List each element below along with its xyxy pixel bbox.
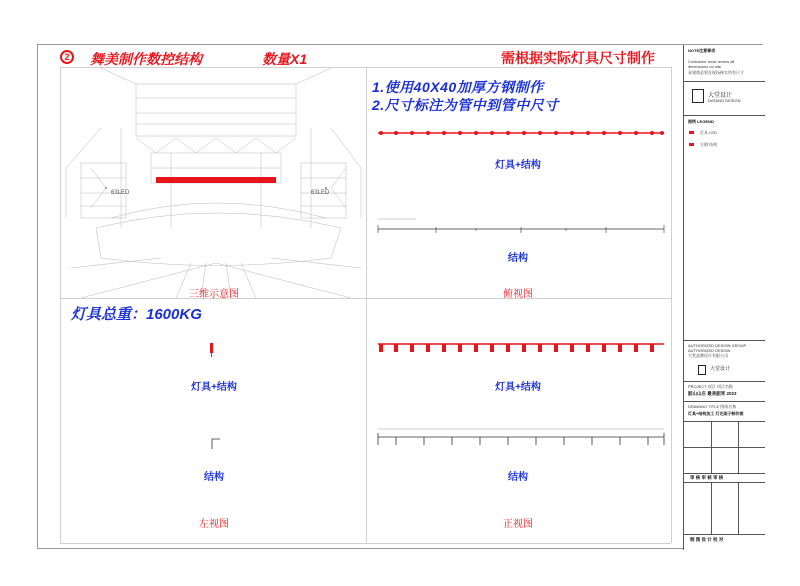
tb-drawing-header: DRAWING TITLE 图纸名称 bbox=[688, 404, 737, 409]
note-line-1: 1.使用40X40加厚方钢制作 bbox=[372, 79, 544, 95]
perspective-stage-drawing bbox=[61, 68, 366, 298]
drawing-area bbox=[38, 45, 683, 550]
tb-auth-line3: 大堂品牌设计有限公司 bbox=[688, 353, 728, 358]
front-view-structure-label: 结构 bbox=[508, 472, 528, 483]
tb-auth-line1: AUTHORIZED DESIGN GROUP bbox=[688, 343, 747, 348]
company-name-en: DATANG DESIGN bbox=[708, 98, 741, 103]
top-view-structure bbox=[376, 215, 666, 239]
tb-legend-header: 图例 LEGEND bbox=[688, 119, 714, 124]
left-view-caption: 左视图 bbox=[199, 519, 229, 530]
left-view-fixture-label: 灯具+结构 bbox=[191, 382, 237, 393]
top-view-fixture-bar bbox=[376, 127, 666, 139]
company-logo-icon bbox=[692, 89, 704, 103]
drawing-sheet bbox=[37, 44, 763, 549]
svg-text:63LED: 63LED bbox=[111, 190, 130, 196]
tb-note-line3: 承建商必须在现场核实所有尺寸 bbox=[688, 70, 744, 75]
tb-project-name: 韶山山庄 最美韶宵 2023 bbox=[688, 391, 737, 396]
tb-note-line1: Contractor must review all bbox=[688, 59, 735, 64]
title-block bbox=[683, 45, 764, 550]
bottom-frame-line bbox=[60, 543, 671, 544]
tb-drawing-name: 灯具+结构加工 灯光架子制作图 bbox=[688, 411, 744, 416]
section-number-badge: 2 bbox=[60, 50, 74, 64]
company-name-cn-small: 大堂设计 bbox=[710, 366, 731, 372]
note-line-2: 2.尺寸标注为管中到管中尺寸 bbox=[372, 97, 559, 113]
top-view-structure-label: 结构 bbox=[508, 253, 528, 264]
front-view-structure bbox=[376, 425, 666, 447]
middle-divider bbox=[60, 298, 671, 299]
tb-project-header: PROJECT 项目 项目名称 bbox=[688, 384, 733, 389]
front-view-caption: 正视图 bbox=[503, 519, 533, 530]
top-view-caption: 俯视图 bbox=[503, 289, 533, 300]
left-view-structure bbox=[210, 437, 222, 449]
left-view-fixture bbox=[208, 343, 216, 357]
front-view-fixture-label: 灯具+结构 bbox=[495, 382, 541, 393]
tb-legend-item1: 灯具 LED bbox=[700, 130, 717, 135]
tb-approval-row1: 审 核 审 核 审 核 bbox=[690, 475, 724, 480]
tb-approval-row2: 制 图 设 计 校 对 bbox=[690, 537, 724, 542]
tb-auth-line2: AUTHORIZED DESIGN bbox=[688, 348, 731, 353]
section-title: 舞美制作数控结构 bbox=[90, 51, 202, 67]
company-logo-small-icon bbox=[698, 365, 706, 375]
center-divider bbox=[366, 67, 367, 543]
perspective-caption: 三维示意图 bbox=[189, 289, 239, 300]
top-view-fixture-label: 灯具+结构 bbox=[495, 160, 541, 171]
legend-swatch-led bbox=[689, 131, 694, 134]
tb-legend-item2: 方钢 结构 bbox=[700, 142, 718, 147]
front-view-fixture-bar bbox=[376, 341, 666, 355]
right-frame-line bbox=[671, 67, 672, 543]
quantity-label: 数量X1 bbox=[262, 51, 308, 67]
tb-note-line2: dimensions on site. bbox=[688, 64, 723, 69]
svg-text:63LED: 63LED bbox=[311, 190, 330, 196]
legend-swatch-structure bbox=[689, 143, 694, 146]
company-name-cn: 大堂设计 bbox=[708, 93, 733, 99]
total-weight: 灯具总重：1600KG bbox=[71, 306, 202, 323]
size-note: 需根据实际灯具尺寸制作 bbox=[501, 50, 655, 66]
tb-note-header: NOTE注意事项 bbox=[688, 48, 716, 53]
led-bar-perspective bbox=[156, 177, 276, 183]
left-view-structure-label: 结构 bbox=[204, 472, 224, 483]
